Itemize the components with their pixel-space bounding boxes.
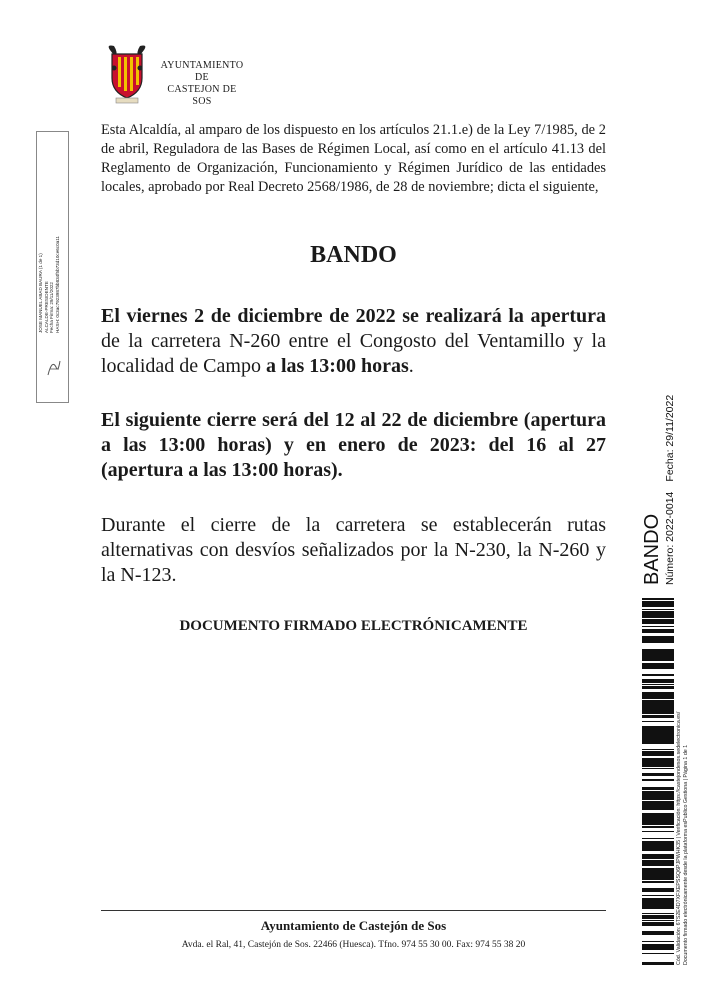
barcode-bar bbox=[642, 856, 674, 857]
barcode-bar bbox=[642, 861, 674, 864]
barcode-bar bbox=[642, 632, 674, 633]
barcode-bar bbox=[642, 820, 674, 823]
barcode-bar bbox=[642, 842, 674, 845]
barcode-bar bbox=[642, 695, 674, 696]
verification-line: Cód. Validación: 6TS2E4D7XFXEPSSQ6PJPWHK35 | Verificación: https://castejondesos.sedelectronica.es/ bbox=[676, 711, 682, 965]
barcode-bar bbox=[642, 796, 674, 799]
barcode-bar bbox=[642, 638, 674, 640]
barcode-bar bbox=[642, 827, 674, 828]
barcode-bar bbox=[642, 729, 674, 732]
barcode-bar bbox=[642, 868, 674, 869]
organization-name bbox=[158, 60, 246, 108]
barcode-bar bbox=[642, 793, 674, 796]
barcode-bar bbox=[642, 945, 674, 946]
barcode-bar bbox=[642, 953, 674, 954]
barcode-bar bbox=[642, 679, 674, 680]
barcode-bar bbox=[642, 780, 674, 781]
barcode-bar bbox=[642, 663, 674, 665]
barcode-bar bbox=[642, 760, 674, 761]
barcode-bar bbox=[642, 682, 674, 683]
barcode-bar bbox=[642, 924, 674, 925]
barcode-bar bbox=[642, 804, 674, 806]
barcode-bar bbox=[642, 629, 674, 631]
barcode-bar bbox=[642, 813, 674, 815]
barcode-bar bbox=[642, 806, 674, 808]
barcode-bar bbox=[642, 881, 674, 882]
footer-address: Avda. el Ral, 41, Castejón de Sos. 22466 (Huesca). Tfno. 974 55 30 00. Fax: 974 55 38 20 bbox=[181, 940, 526, 950]
alternative-routes-paragraph: Durante el cierre de la carretera se establecerán rutas alternativas con desvíos señalizados por la N-230, la N-260 y la N-123. bbox=[101, 514, 606, 586]
barcode-bar bbox=[642, 686, 674, 687]
footer-organization: Ayuntamiento de Castejón de Sos bbox=[260, 918, 447, 933]
barcode-bar bbox=[642, 620, 674, 622]
barcode-bar bbox=[642, 704, 674, 705]
barcode-bar bbox=[642, 603, 674, 606]
org-line: CASTEJON DE SOS bbox=[167, 84, 237, 107]
org-line: DE bbox=[195, 72, 209, 83]
barcode-bar bbox=[642, 879, 674, 880]
barcode-bar bbox=[642, 901, 674, 903]
barcode-bar bbox=[642, 668, 674, 669]
barcode-bar bbox=[642, 675, 674, 676]
barcode-bar bbox=[642, 869, 674, 871]
barcode-bar bbox=[642, 749, 674, 750]
barcode-bar bbox=[642, 654, 674, 657]
barcode-bar bbox=[642, 615, 674, 618]
barcode-bar bbox=[642, 611, 674, 613]
barcode-bar bbox=[642, 754, 674, 755]
barcode-bar bbox=[642, 619, 674, 620]
barcode-bar bbox=[642, 626, 674, 627]
barcode-bar bbox=[642, 598, 674, 599]
barcode-bar bbox=[642, 855, 674, 856]
barcode-bar bbox=[642, 692, 674, 695]
opening-time-text: a las 13:00 horas bbox=[265, 355, 409, 377]
barcode-bar bbox=[642, 659, 674, 661]
barcode-bar bbox=[642, 858, 674, 859]
barcode-bar bbox=[642, 762, 674, 765]
barcode-bar bbox=[642, 854, 674, 855]
barcode-bar bbox=[642, 922, 674, 924]
coat-of-arms-logo bbox=[104, 44, 150, 104]
barcode-bar bbox=[642, 895, 674, 896]
barcode-bar bbox=[642, 649, 674, 652]
barcode-bar bbox=[642, 631, 674, 632]
barcode-bar bbox=[642, 918, 674, 919]
barcode-bar bbox=[642, 637, 674, 638]
barcode-bar bbox=[642, 653, 674, 654]
barcode-bar bbox=[642, 779, 674, 780]
barcode-bar bbox=[642, 841, 674, 842]
barcode-bar bbox=[642, 705, 674, 708]
barcode-bar bbox=[642, 791, 674, 793]
signature-details bbox=[38, 223, 60, 333]
intro-paragraph: Esta Alcaldía, al amparo de los dispuesto en los artículos 21.1.e) de la Ley 7/1985, de 2 de abril, Reguladora de las Bases de Régimen Local, así como en el artículo 41.13 del Reglamento de Organización, Funcionamiento y Régimen Jurídico de las entidades locales, aprobado por Real Decreto 2568/1986, de 28 de noviembre; dicta el siguiente, bbox=[101, 122, 606, 195]
barcode-bar bbox=[642, 877, 674, 879]
barcode-bar bbox=[642, 743, 674, 744]
next-closure-paragraph: El siguiente cierre será del 12 al 22 de diciembre (apertura a las 13:00 horas) y en enero de 2023: del 16 al 27 (apertura a las 13:00 horas). bbox=[101, 409, 606, 481]
barcode-bar bbox=[642, 733, 674, 736]
barcode-bar bbox=[642, 601, 674, 603]
barcode-bar bbox=[642, 636, 674, 637]
barcode-bar bbox=[642, 906, 674, 909]
barcode-bar bbox=[642, 831, 674, 832]
opening-announcement bbox=[101, 304, 606, 379]
barcode-bar bbox=[642, 920, 674, 921]
barcode-bar bbox=[642, 875, 674, 877]
stamp-date: Fecha: 29/11/2022 bbox=[664, 394, 676, 482]
barcode bbox=[642, 597, 674, 965]
barcode-bar bbox=[642, 946, 674, 949]
barcode-bar bbox=[642, 708, 674, 711]
barcode-bar bbox=[642, 765, 674, 767]
signature-line: JOSE MANUEL ABAD BAURA (1 de 1) bbox=[38, 253, 43, 333]
verification-line: Documento firmado electrónicamente desde la plataforma esPublico Gestiona | Página 1 de 1 bbox=[682, 744, 689, 965]
barcode-bar bbox=[642, 652, 674, 653]
barcode-bar bbox=[642, 799, 674, 800]
stamp-number: Número: 2022-0014 bbox=[664, 491, 676, 585]
barcode-bar bbox=[642, 962, 674, 965]
barcode-bar bbox=[642, 864, 674, 866]
barcode-bar bbox=[642, 849, 674, 850]
barcode-bar bbox=[642, 850, 674, 851]
barcode-bar bbox=[642, 696, 674, 698]
signature-line: ALCALDE-PRESIDENTE bbox=[43, 281, 49, 333]
footer-divider bbox=[101, 910, 606, 911]
barcode-bar bbox=[642, 934, 674, 935]
barcode-bar bbox=[642, 606, 674, 607]
barcode-bar bbox=[642, 898, 674, 901]
signature-mark-icon bbox=[44, 355, 64, 379]
barcode-bar bbox=[642, 775, 674, 776]
stamp-doc-type: BANDO bbox=[641, 513, 663, 585]
barcode-bar bbox=[642, 773, 674, 775]
barcode-bar bbox=[642, 726, 674, 729]
barcode-bar bbox=[642, 848, 674, 849]
barcode-bar bbox=[642, 758, 674, 760]
barcode-bar bbox=[642, 684, 674, 685]
barcode-bar bbox=[642, 657, 674, 659]
barcode-bar bbox=[642, 665, 674, 668]
barcode-bar bbox=[642, 687, 674, 688]
barcode-bar bbox=[642, 622, 674, 624]
barcode-bar bbox=[642, 824, 674, 825]
barcode-bar bbox=[642, 613, 674, 615]
barcode-bar bbox=[642, 641, 674, 643]
barcode-bar bbox=[642, 700, 674, 701]
barcode-bar bbox=[642, 809, 674, 810]
barcode-bar bbox=[642, 888, 674, 891]
barcode-bar bbox=[642, 816, 674, 817]
barcode-bar bbox=[642, 751, 674, 753]
stamp-number-date bbox=[664, 365, 676, 585]
barcode-bar bbox=[642, 761, 674, 762]
barcode-bar bbox=[642, 599, 674, 600]
barcode-bar bbox=[642, 701, 674, 704]
barcode-bar bbox=[642, 826, 674, 827]
barcode-bar bbox=[642, 857, 674, 858]
barcode-bar bbox=[642, 949, 674, 950]
barcode-bar bbox=[642, 753, 674, 754]
barcode-bar bbox=[642, 915, 674, 918]
barcode-bar bbox=[642, 680, 674, 681]
org-line: AYUNTAMIENTO bbox=[160, 60, 244, 71]
barcode-bar bbox=[642, 871, 674, 872]
signature-line: Fecha Firma: 29/11/2022 bbox=[49, 282, 55, 333]
barcode-bar bbox=[642, 845, 674, 848]
barcode-bar bbox=[642, 941, 674, 942]
barcode-bar bbox=[642, 882, 674, 883]
opening-end-text: . bbox=[408, 355, 414, 377]
barcode-bar bbox=[642, 817, 674, 820]
barcode-bar bbox=[642, 815, 674, 816]
barcode-bar bbox=[642, 860, 674, 861]
barcode-bar bbox=[642, 681, 674, 682]
barcode-bar bbox=[642, 640, 674, 641]
barcode-bar bbox=[642, 721, 674, 722]
barcode-bar bbox=[642, 787, 674, 790]
barcode-bar bbox=[642, 944, 674, 945]
barcode-bar bbox=[642, 740, 674, 743]
barcode-bar bbox=[642, 698, 674, 699]
barcode-bar bbox=[642, 904, 674, 906]
barcode-bar bbox=[642, 715, 674, 718]
opening-date-text: El viernes 2 de diciembre de 2022 se realizará la apertura bbox=[101, 305, 606, 327]
signature-line: HASH: 0c3ac7923987bb834f5b73d10ce6c0a11 bbox=[54, 236, 60, 333]
barcode-bar bbox=[642, 838, 674, 839]
barcode-bar bbox=[642, 736, 674, 738]
barcode-bar bbox=[642, 903, 674, 904]
barcode-bar bbox=[642, 738, 674, 740]
barcode-bar bbox=[642, 609, 674, 610]
barcode-bar bbox=[642, 913, 674, 914]
barcode-bar bbox=[642, 891, 674, 892]
barcode-bar bbox=[642, 768, 674, 769]
barcode-bar bbox=[642, 872, 674, 875]
signed-notice: DOCUMENTO FIRMADO ELECTRÓNICAMENTE bbox=[179, 618, 528, 634]
barcode-bar bbox=[642, 755, 674, 756]
barcode-bar bbox=[642, 711, 674, 714]
barcode-bar bbox=[642, 688, 674, 689]
verification-text bbox=[676, 625, 690, 965]
opening-road-text: de la carretera N-260 entre el Congosto del Ventamillo y la localidad de Campo bbox=[101, 330, 606, 377]
barcode-bar bbox=[642, 823, 674, 824]
document-title: BANDO bbox=[310, 242, 397, 268]
barcode-bar bbox=[642, 808, 674, 809]
barcode-bar bbox=[642, 674, 674, 675]
barcode-bar bbox=[642, 931, 674, 934]
barcode-bar bbox=[642, 732, 674, 733]
barcode-bar bbox=[642, 801, 674, 804]
barcode-bar bbox=[642, 925, 674, 926]
